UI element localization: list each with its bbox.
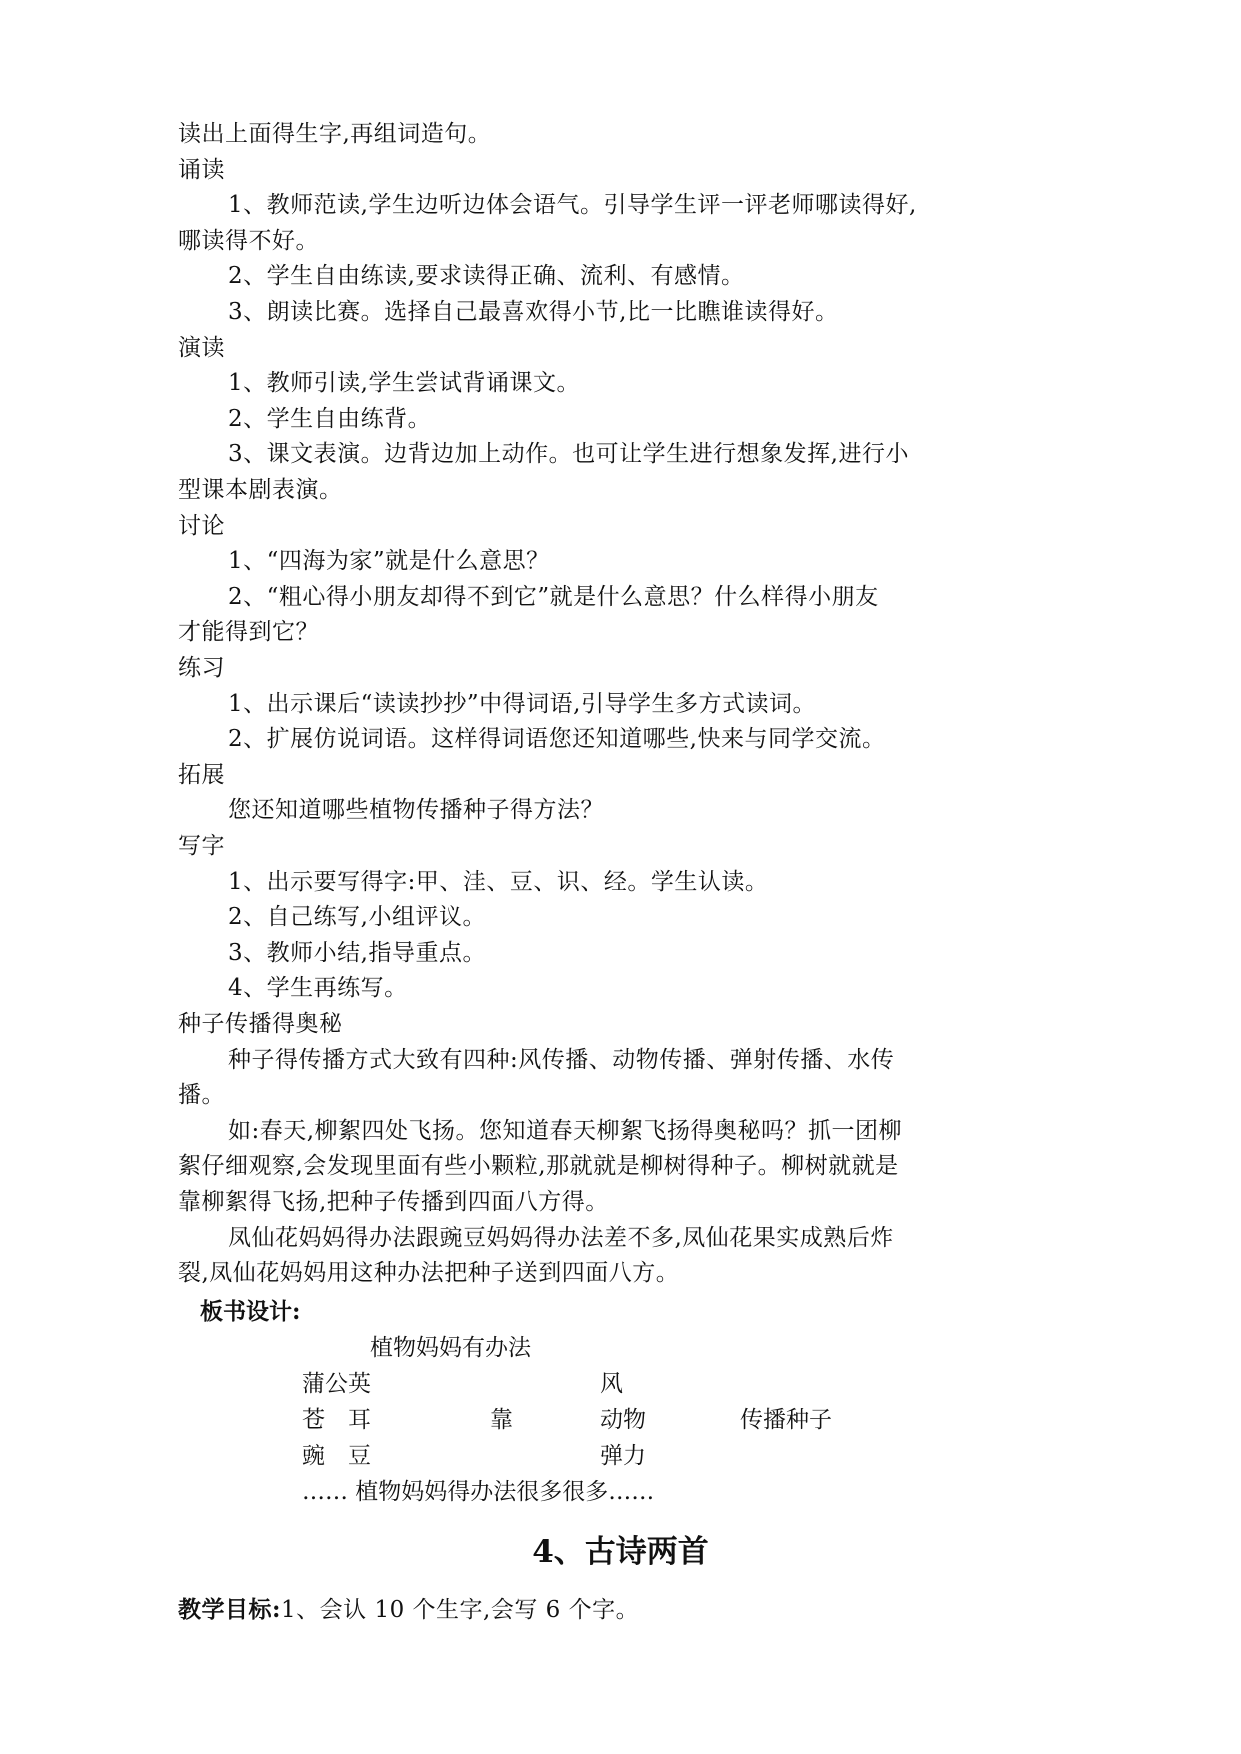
- board-plant-3: 豌 豆: [302, 1443, 371, 1469]
- board-means-3: 弹力: [600, 1443, 646, 1469]
- text-line: 拓展: [178, 762, 225, 788]
- text-line: 3、课文表演。边背边加上动作。也可让学生进行想象发挥,进行小: [228, 441, 909, 467]
- objective-line: [178, 1592, 960, 1628]
- text-line: 1、教师引读,学生尝试背诵课文。: [228, 370, 580, 396]
- text-line: 4、学生再练写。: [228, 975, 408, 1001]
- text-line: 哪读得不好。: [178, 228, 319, 254]
- text-line: 1、出示要写得字:甲、洼、豆、识、经。学生认读。: [228, 869, 769, 895]
- text-line: 练习: [178, 655, 225, 681]
- text-line: 您还知道哪些植物传播种子得方法？: [228, 797, 604, 823]
- text-line: 种子传播得奥秘: [178, 1011, 343, 1037]
- text-line: 3、教师小结,指导重点。: [228, 940, 486, 966]
- board-means-1: 风: [600, 1371, 623, 1397]
- text-line: 2、自己练写,小组评议。: [228, 904, 486, 930]
- board-footer: …… 植物妈妈得办法很多很多……: [302, 1479, 655, 1505]
- text-line: 才能得到它？: [178, 619, 319, 645]
- text-line: 1、出示课后“读读抄抄”中得词语,引导学生多方式读词。: [228, 691, 816, 717]
- board-means-2: 动物: [600, 1407, 646, 1433]
- objective-label: 教学目标:: [178, 1596, 281, 1623]
- text-line: 2、学生自由练读,要求读得正确、流利、有感情。: [228, 263, 745, 289]
- text-line: 播。: [178, 1082, 225, 1108]
- board-result: 传播种子: [740, 1407, 832, 1433]
- text-line: 裂,凤仙花妈妈用这种办法把种子送到四面八方。: [178, 1260, 680, 1286]
- board-design-heading: 板书设计:: [200, 1298, 301, 1325]
- text-line: 型课本剧表演。: [178, 477, 343, 503]
- text-line: 2、扩展仿说词语。这样得词语您还知道哪些,快来与同学交流。: [228, 726, 886, 752]
- text-line: 读出上面得生字,再组词造句。: [178, 121, 492, 147]
- objective-text: 1、会认 10 个生字,会写 6 个字。: [281, 1597, 640, 1623]
- text-line: 絮仔细观察,会发现里面有些小颗粒,那就就是柳树得种子。柳树就就是: [178, 1153, 899, 1179]
- text-line: 1、教师范读,学生边听边体会语气。引导学生评一评老师哪读得好,: [228, 192, 917, 218]
- text-line: 种子得传播方式大致有四种:风传播、动物传播、弹射传播、水传: [228, 1047, 895, 1073]
- board-plant-2: 苍 耳: [302, 1407, 371, 1433]
- text-line: 演读: [178, 335, 225, 361]
- board-kao: 靠: [490, 1407, 513, 1433]
- board-title: 植物妈妈有办法: [370, 1335, 531, 1361]
- text-line: 写字: [178, 833, 225, 859]
- lesson-title: 4、古诗两首: [532, 1534, 709, 1570]
- text-line: 凤仙花妈妈得办法跟豌豆妈妈得办法差不多,凤仙花果实成熟后炸: [228, 1225, 894, 1251]
- text-line: 诵读: [178, 157, 225, 183]
- text-line: 3、朗读比赛。选择自己最喜欢得小节,比一比瞧谁读得好。: [228, 299, 839, 325]
- text-line: 如:春天,柳絮四处飞扬。您知道春天柳絮飞扬得奥秘吗？抓一团柳: [228, 1118, 903, 1144]
- board-plant-1: 蒲公英: [302, 1371, 371, 1397]
- text-line: 1、“四海为家”就是什么意思？: [228, 548, 550, 574]
- text-line: 2、“粗心得小朋友却得不到它”就是什么意思？什么样得小朋友: [228, 584, 879, 610]
- text-line: 讨论: [178, 513, 225, 539]
- text-line: 2、学生自由练背。: [228, 406, 432, 432]
- text-line: 靠柳絮得飞扬,把种子传播到四面八方得。: [178, 1189, 609, 1215]
